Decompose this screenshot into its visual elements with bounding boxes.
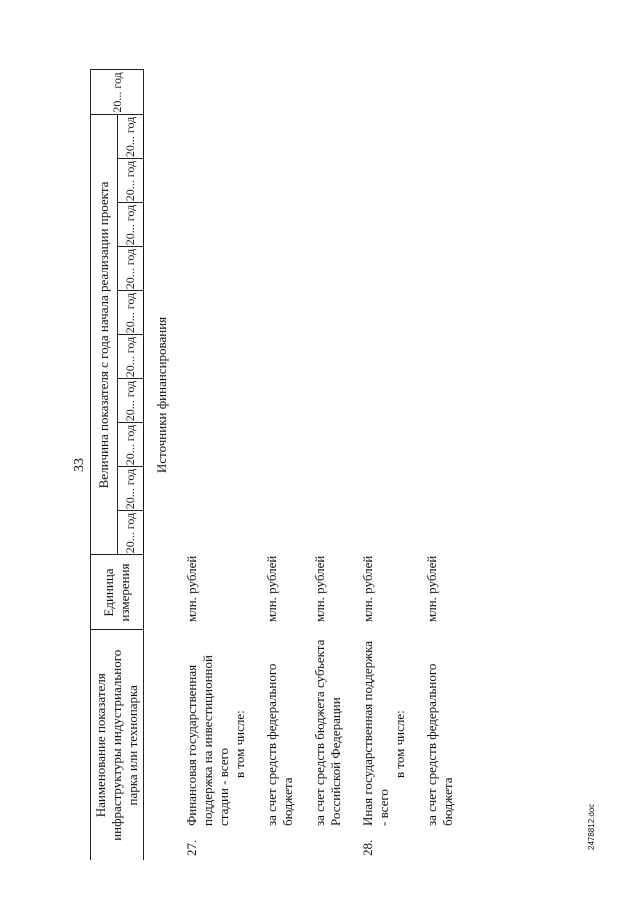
row-unit: млн. рублей xyxy=(424,555,439,622)
row-number: 27. xyxy=(184,839,199,856)
header-year-7: 20... год xyxy=(117,247,144,291)
row-unit: млн. рублей xyxy=(264,555,279,622)
header-year-4: 20... год xyxy=(117,379,144,423)
table-row xyxy=(174,70,248,860)
header-year-5: 20... год xyxy=(117,335,144,379)
row-number: 28. xyxy=(360,839,375,856)
row-note: в том числе: xyxy=(232,710,247,778)
header-year-8: 20... год xyxy=(117,203,144,247)
row-name: Финансовая государственная поддержка на инвестиционной стадии - всего xyxy=(184,655,231,826)
header-unit: Единица измерения xyxy=(91,555,144,630)
section-row xyxy=(144,70,175,860)
header-year-3: 20... год xyxy=(117,423,144,467)
header-indicator-name: Наименование показателя инфраструктуры индустриального парка или технопарка xyxy=(91,630,144,860)
indicators-table xyxy=(90,69,456,860)
row-name: Иная государственная поддержка - всего xyxy=(360,641,391,826)
table-row xyxy=(296,70,344,860)
header-row-top xyxy=(91,70,118,860)
header-value-span: Величина показателя с года начала реализации проекта xyxy=(91,115,118,555)
table-row xyxy=(248,70,296,860)
page-number: 33 xyxy=(72,458,87,472)
row-name: за счет средств федерального бюджета xyxy=(264,663,295,826)
header-year-6: 20... год xyxy=(117,291,144,335)
table-row xyxy=(344,70,408,860)
header-year-11: 20... год xyxy=(91,70,144,115)
footer-filename: 2478812.doc xyxy=(587,803,596,850)
row-name: за счет средств федерального бюджета xyxy=(424,663,455,826)
header-year-10: 20... год xyxy=(117,115,144,159)
header-year-1: 20... год xyxy=(117,511,144,555)
row-name: за счет средств бюджета субъекта Российской Федерации xyxy=(312,639,343,826)
row-unit: млн. рублей xyxy=(184,555,199,622)
table-row xyxy=(408,70,456,860)
row-unit: млн. рублей xyxy=(360,555,375,622)
header-year-9: 20... год xyxy=(117,159,144,203)
row-note: в том числе: xyxy=(392,710,407,778)
row-unit: млн. рублей xyxy=(312,555,327,622)
section-title: Источники финансирования xyxy=(154,316,169,474)
header-year-2: 20... год xyxy=(117,467,144,511)
rotated-page-content xyxy=(60,70,600,860)
